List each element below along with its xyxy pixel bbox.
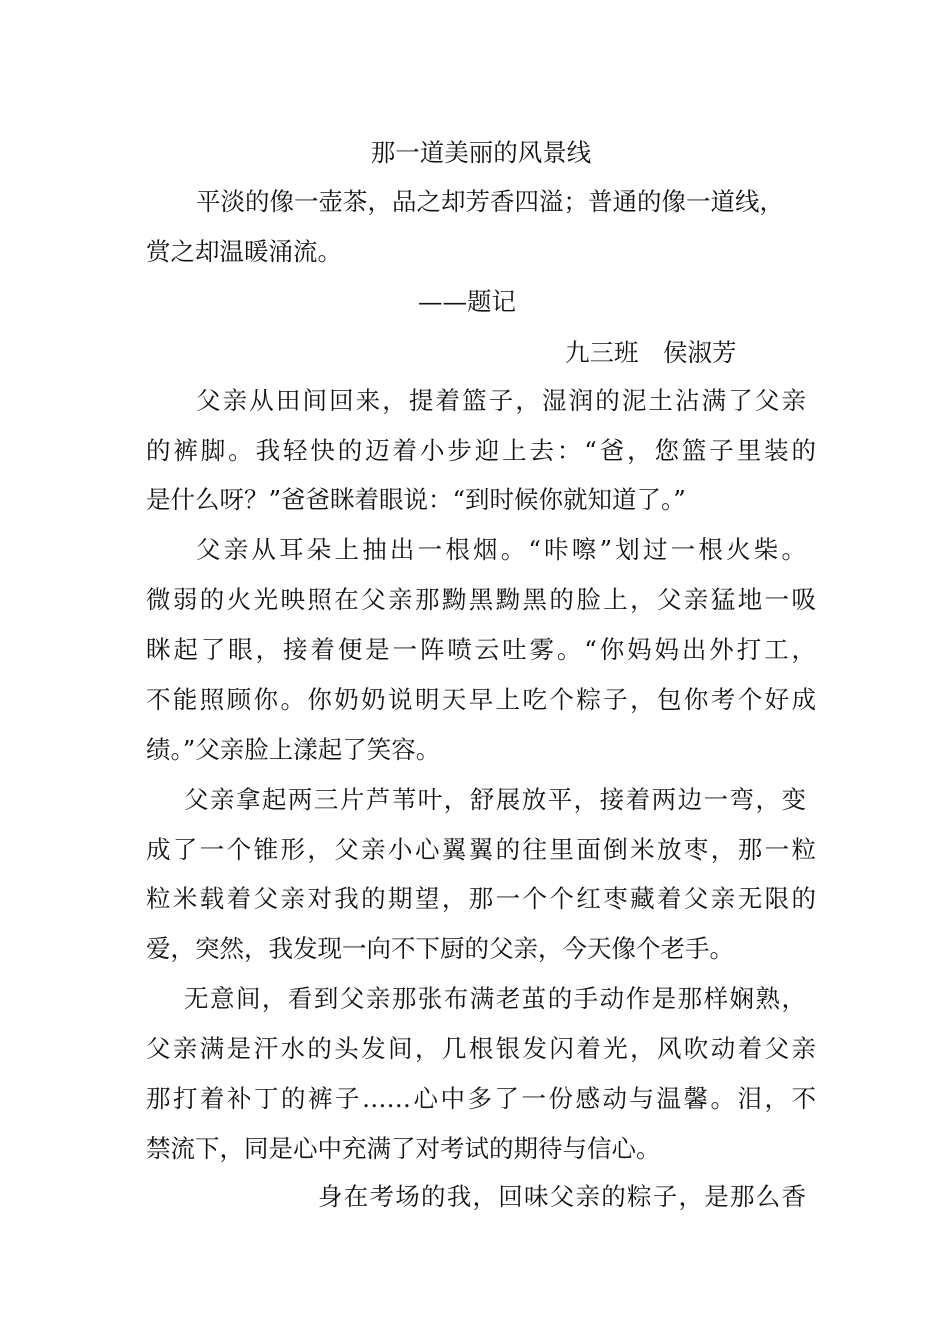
epigraph-line-1: 平淡的像一壶茶，品之却芳香四溢；普通的像一道线， — [196, 187, 784, 216]
body-line: 绩。”父亲脸上漾起了笑容。 — [146, 735, 441, 764]
body-line: 成了一个锥形，父亲小心翼翼的往里面倒米放枣，那一粒 — [146, 835, 816, 864]
body-line: 无意间，看到父亲那张布满老茧的手动作是那样娴熟， — [184, 984, 806, 1013]
body-line: 父亲满是汗水的头发间，几根银发闪着光，风吹动着父亲 — [146, 1034, 816, 1063]
body-line: 父亲从田间回来，提着篮子，湿润的泥土沾满了父亲 — [196, 386, 806, 415]
body-line: 眯起了眼，接着便是一阵喷云吐雾。“你妈妈出外打工， — [146, 635, 816, 664]
body-line: 微弱的火光映照在父亲那黝黑黝黑的脸上，父亲猛地一吸 — [146, 585, 816, 614]
author-line: 九三班 侯淑芳 — [565, 338, 737, 367]
epigraph-line-2: 赏之却温暖涌流。 — [146, 237, 342, 266]
body-line: 不能照顾你。你奶奶说明天早上吃个粽子，包你考个好成 — [146, 685, 816, 714]
body-line: 的裤脚。我轻快的迈着小步迎上去：“爸，您篮子里装的 — [146, 436, 816, 465]
body-line: 身在考场的我，回味父亲的粽子，是那么香 — [318, 1182, 806, 1211]
body-line: 是什么呀？”爸爸眯着眼说：“到时候你就知道了。” — [146, 485, 686, 514]
body-line: 爱，突然，我发现一向不下厨的父亲，今天像个老手。 — [146, 934, 734, 963]
document-title: 那一道美丽的风景线 — [370, 138, 592, 167]
body-line: 粒米载着父亲对我的期望，那一个个红枣藏着父亲无限的 — [146, 884, 816, 913]
body-line: 那打着补丁的裤子……心中多了一份感动与温馨。泪，不 — [146, 1084, 816, 1113]
body-line: 禁流下，同是心中充满了对考试的期待与信心。 — [146, 1134, 661, 1163]
body-line: 父亲从耳朵上抽出一根烟。“咔嚓”划过一根火柴。 — [196, 535, 806, 564]
body-line: 父亲拿起两三片芦苇叶，舒展放平，接着两边一弯，变 — [184, 785, 806, 814]
epigraph-attribution: ——题记 — [418, 287, 516, 316]
